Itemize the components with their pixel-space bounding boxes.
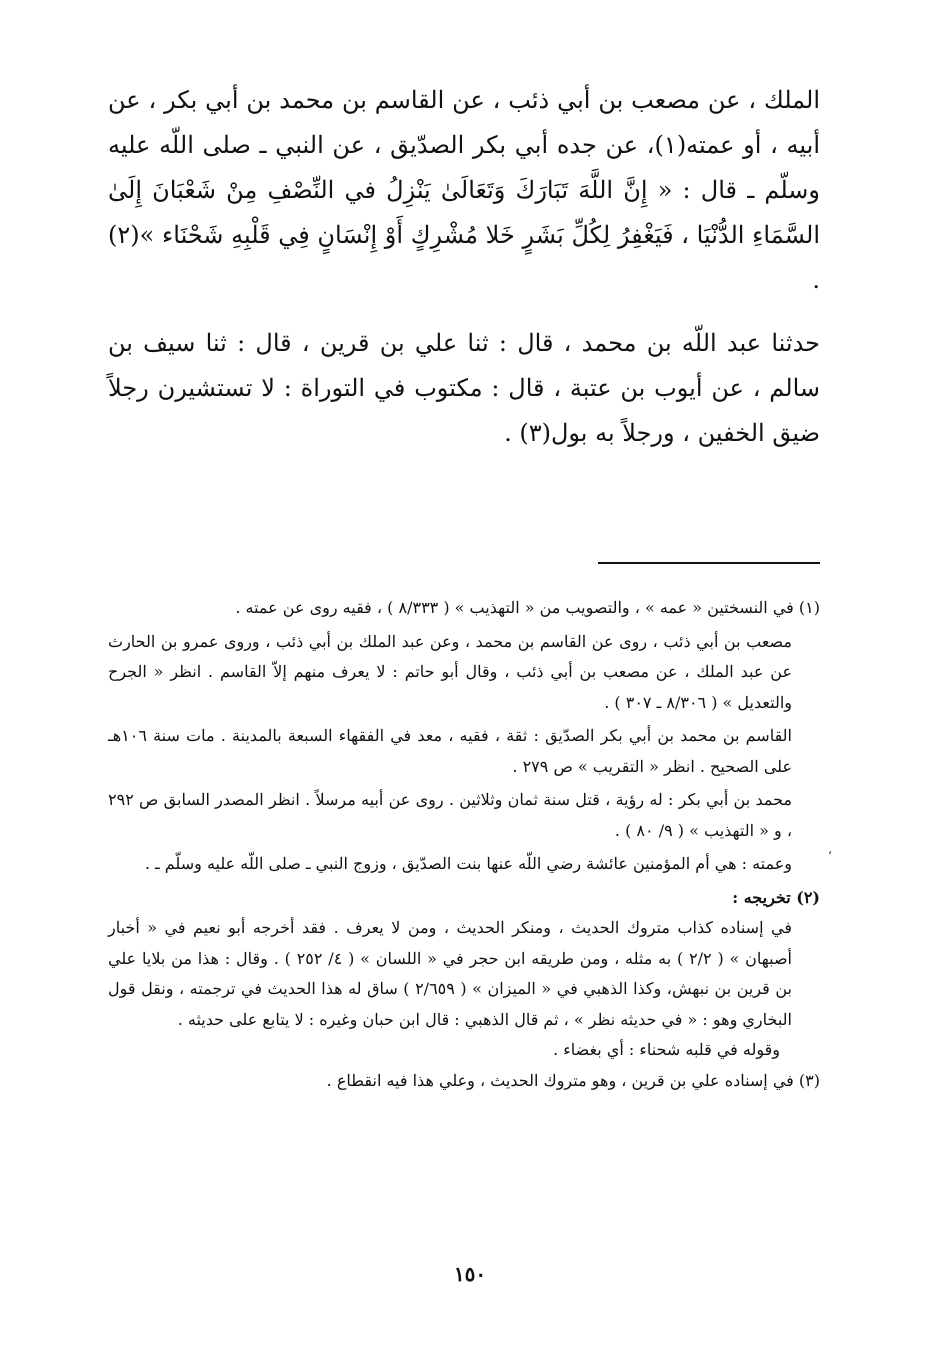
stray-print-mark: ‘ [828, 849, 832, 863]
footnote-2-takhrij: في إسناده كذاب متروك الحديث ، ومنكر الحديث ، ومن لا يعرف . فقد أخرجه أبو نعيم في « أخبار أصبهان » ( ٢/٢ ) به مثله ، ومن طريقه ابن حجر في « اللسان » ( ٤/ ٢٥٢ ) . وقال : هذا من بلايا علي بن قرين بن نبهش، وكذا الذهبي في « الميزان » ( ٢/٦٥٩ ) ساق له هذا الحديث في ترجمته ، ونقل قول البخاري وهو : « في حديثه نظر » ، ثم قال الذهبي : قال ابن حبان وغيره : لا يتابع على حديثه . [108, 918, 792, 1029]
footnote-2-meaning: وقوله في قلبه شحناء : أي بغضاء . [553, 1040, 780, 1059]
footnote-2-heading: (٢) تخريجه : [732, 887, 820, 907]
footnote-1-musab: مصعب بن أبي ذئب ، روى عن القاسم بن محمد ، وعن عبد الملك بن أبي ذئب ، وروى عمرو بن الحارث عن عبد الملك ، عن مصعب بن أبي ذئب ، وقال أبو حاتم : لا يعرف منهم إلاّ القاسم . انظر « الجرح والتعديل » ( ٨/٣٠٦ ـ ٣٠٧ ) . [108, 631, 792, 712]
footnote-1-qasim: القاسم بن محمد بن أبي بكر الصدّيق : ثقة ، فقيه ، معد في الفقهاء السبعة بالمدينة . مات سنة ١٠٦هـ على الصحيح . انظر « التقريب » ص ٢٧٩ . [108, 726, 792, 776]
footnote-3: (٣) في إسناده علي بن قرين ، وهو متروك الحديث ، وعلي هذا فيه انقطاع . [326, 1070, 820, 1090]
footnote-separator [598, 562, 820, 564]
footnote-1-intro: (١) في النسختين « عمه » ، والتصويب من « التهذيب » ( ٨/٣٣٣ ) ، فقيه روى عن عمته . [235, 598, 820, 617]
main-paragraph-hadith: الملك ، عن مصعب بن أبي ذئب ، عن القاسم بن محمد بن أبي بكر ، عن أبيه ، أو عمته(١)، عن جده أبي بكر الصدّيق ، عن النبي ـ صلى اللّه عليه وسلّم ـ قال : « إِنَّ اللَّهَ تَبَارَكَ وَتَعَالَىٰ يَنْزِلُ في النِّصْفِ مِنْ شَعْبَانَ إِلَىٰ السَّمَاءِ الدُّنْيَا ، فَيَغْفِرُ لِكُلِّ بَشَرٍ خَلا مُشْرِكٍ أَوْ إِنْسَانٍ فِي قَلْبِهِ شَحْنَاء »(٢) . [108, 86, 821, 294]
footnote-1-aunt: وعمته : هي أم المؤمنين عائشة رضي اللّه عنها بنت الصدّيق ، وزوج النبي ـ صلى اللّه عليه وسلّم ـ . [144, 854, 792, 873]
page-number: ١٥٠ [453, 1262, 487, 1286]
footnote-1-muhammad: محمد بن أبي بكر : له رؤية ، قتل سنة ثمان وثلاثين . روى عن أبيه مرسلاً . انظر المصدر السابق ص ٢٩٢ ، و « التهذيب » ( ٩/ ٨٠ ) . [108, 790, 792, 840]
footnotes [108, 593, 820, 1096]
main-text [108, 78, 820, 456]
main-paragraph-tawrat: حدثنا عبد اللّه بن محمد ، قال : ثنا علي بن قرين ، قال : ثنا سيف بن سالم ، عن أيوب بن عتبة ، قال : مكتوب في التوراة : لا تستشيرن رجلاً ضيق الخفين ، ورجلاً به بول(٣) . [108, 329, 821, 447]
